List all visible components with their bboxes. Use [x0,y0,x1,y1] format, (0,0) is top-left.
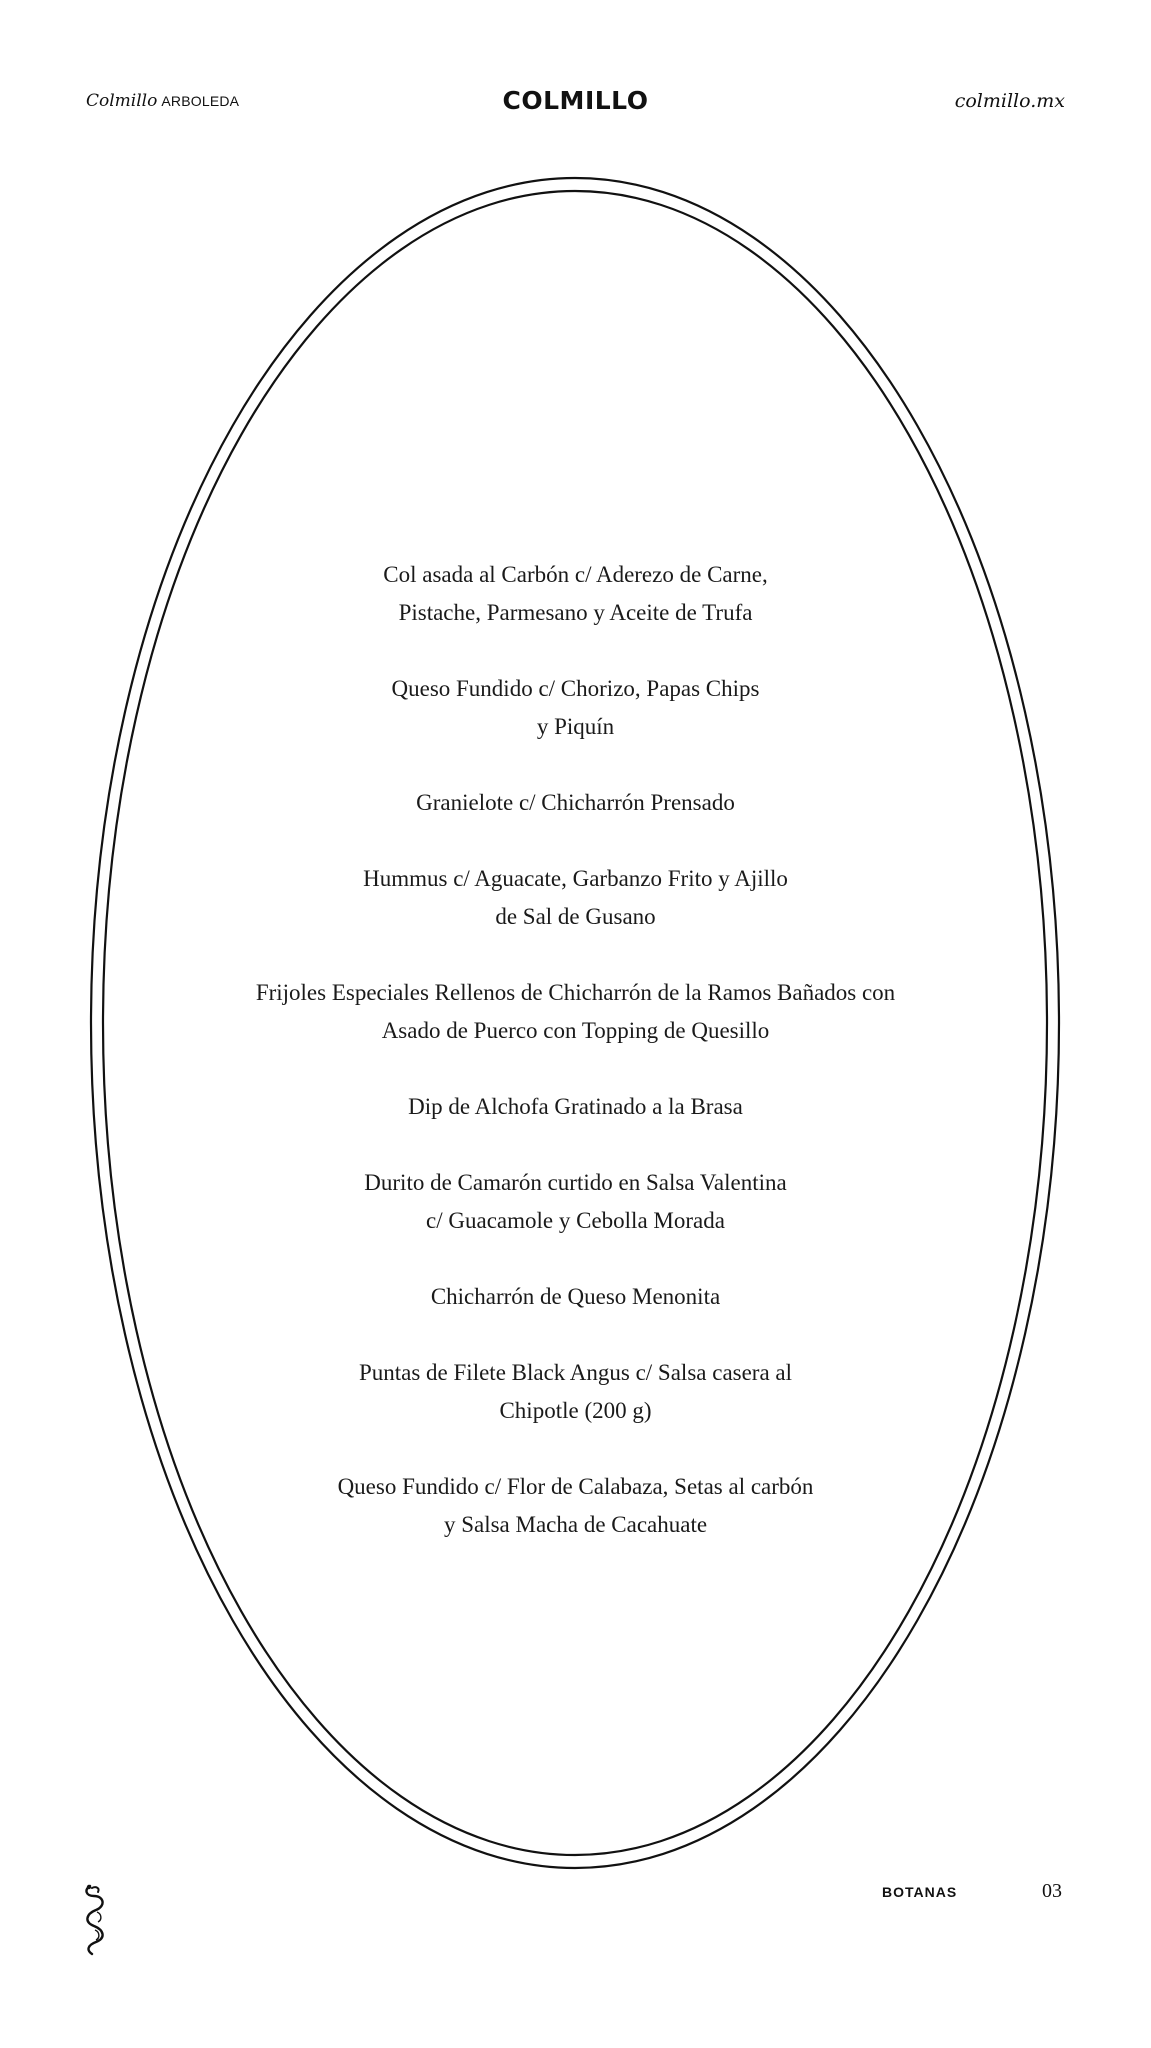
menu-list [0,556,1151,1582]
menu-item-line: y Piquín [536,714,615,739]
page-number: 03 [1042,1880,1062,1902]
menu-item [0,860,1151,936]
menu-item-line: c/ Guacamole y Cebolla Morada [426,1208,725,1233]
website-link[interactable]: colmillo.mx [954,90,1065,112]
menu-item-line: Durito de Camarón curtido en Salsa Valentina [364,1170,787,1195]
menu-item-line: Chicharrón de Queso Menonita [430,1284,721,1309]
menu-item-line: Granielote c/ Chicharrón Prensado [416,790,735,815]
menu-item-line: Chipotle (200 g) [499,1398,652,1423]
menu-item-line: de Sal de Gusano [495,904,656,929]
menu-item [0,974,1151,1050]
menu-item [0,670,1151,746]
menu-item-line: Hummus c/ Aguacate, Garbanzo Frito y Ajillo [363,866,788,891]
menu-item-line: Asado de Puerco con Topping de Quesillo [381,1018,770,1043]
menu-item-line: Puntas de Filete Black Angus c/ Salsa casera al [358,1360,793,1385]
menu-item-line: Frijoles Especiales Rellenos de Chicharrón de la Ramos Bañados con [255,980,896,1005]
menu-item [0,784,1151,822]
header-venue-script: Colmillo [86,91,158,111]
menu-item-line: Pistache, Parmesano y Aceite de Trufa [398,600,753,625]
menu-item-line: Queso Fundido c/ Chorizo, Papas Chips [391,676,760,701]
menu-item [0,1278,1151,1316]
snake-icon [78,1882,114,1958]
menu-item [0,1468,1151,1544]
section-title: BOTANAS [882,1884,958,1900]
menu-item-line: y Salsa Macha de Cacahuate [443,1512,708,1537]
menu-item [0,1354,1151,1430]
menu-item [0,1088,1151,1126]
brand-logo: COLMILLO [502,86,649,115]
menu-item-line: Queso Fundido c/ Flor de Calabaza, Setas al carbón [337,1474,814,1499]
menu-item [0,1164,1151,1240]
menu-item-line: Col asada al Carbón c/ Aderezo de Carne, [383,562,768,587]
header-venue-location: ARBOLEDA [161,93,240,109]
menu-item-line: Dip de Alchofa Gratinado a la Brasa [408,1094,743,1119]
menu-item [0,556,1151,632]
